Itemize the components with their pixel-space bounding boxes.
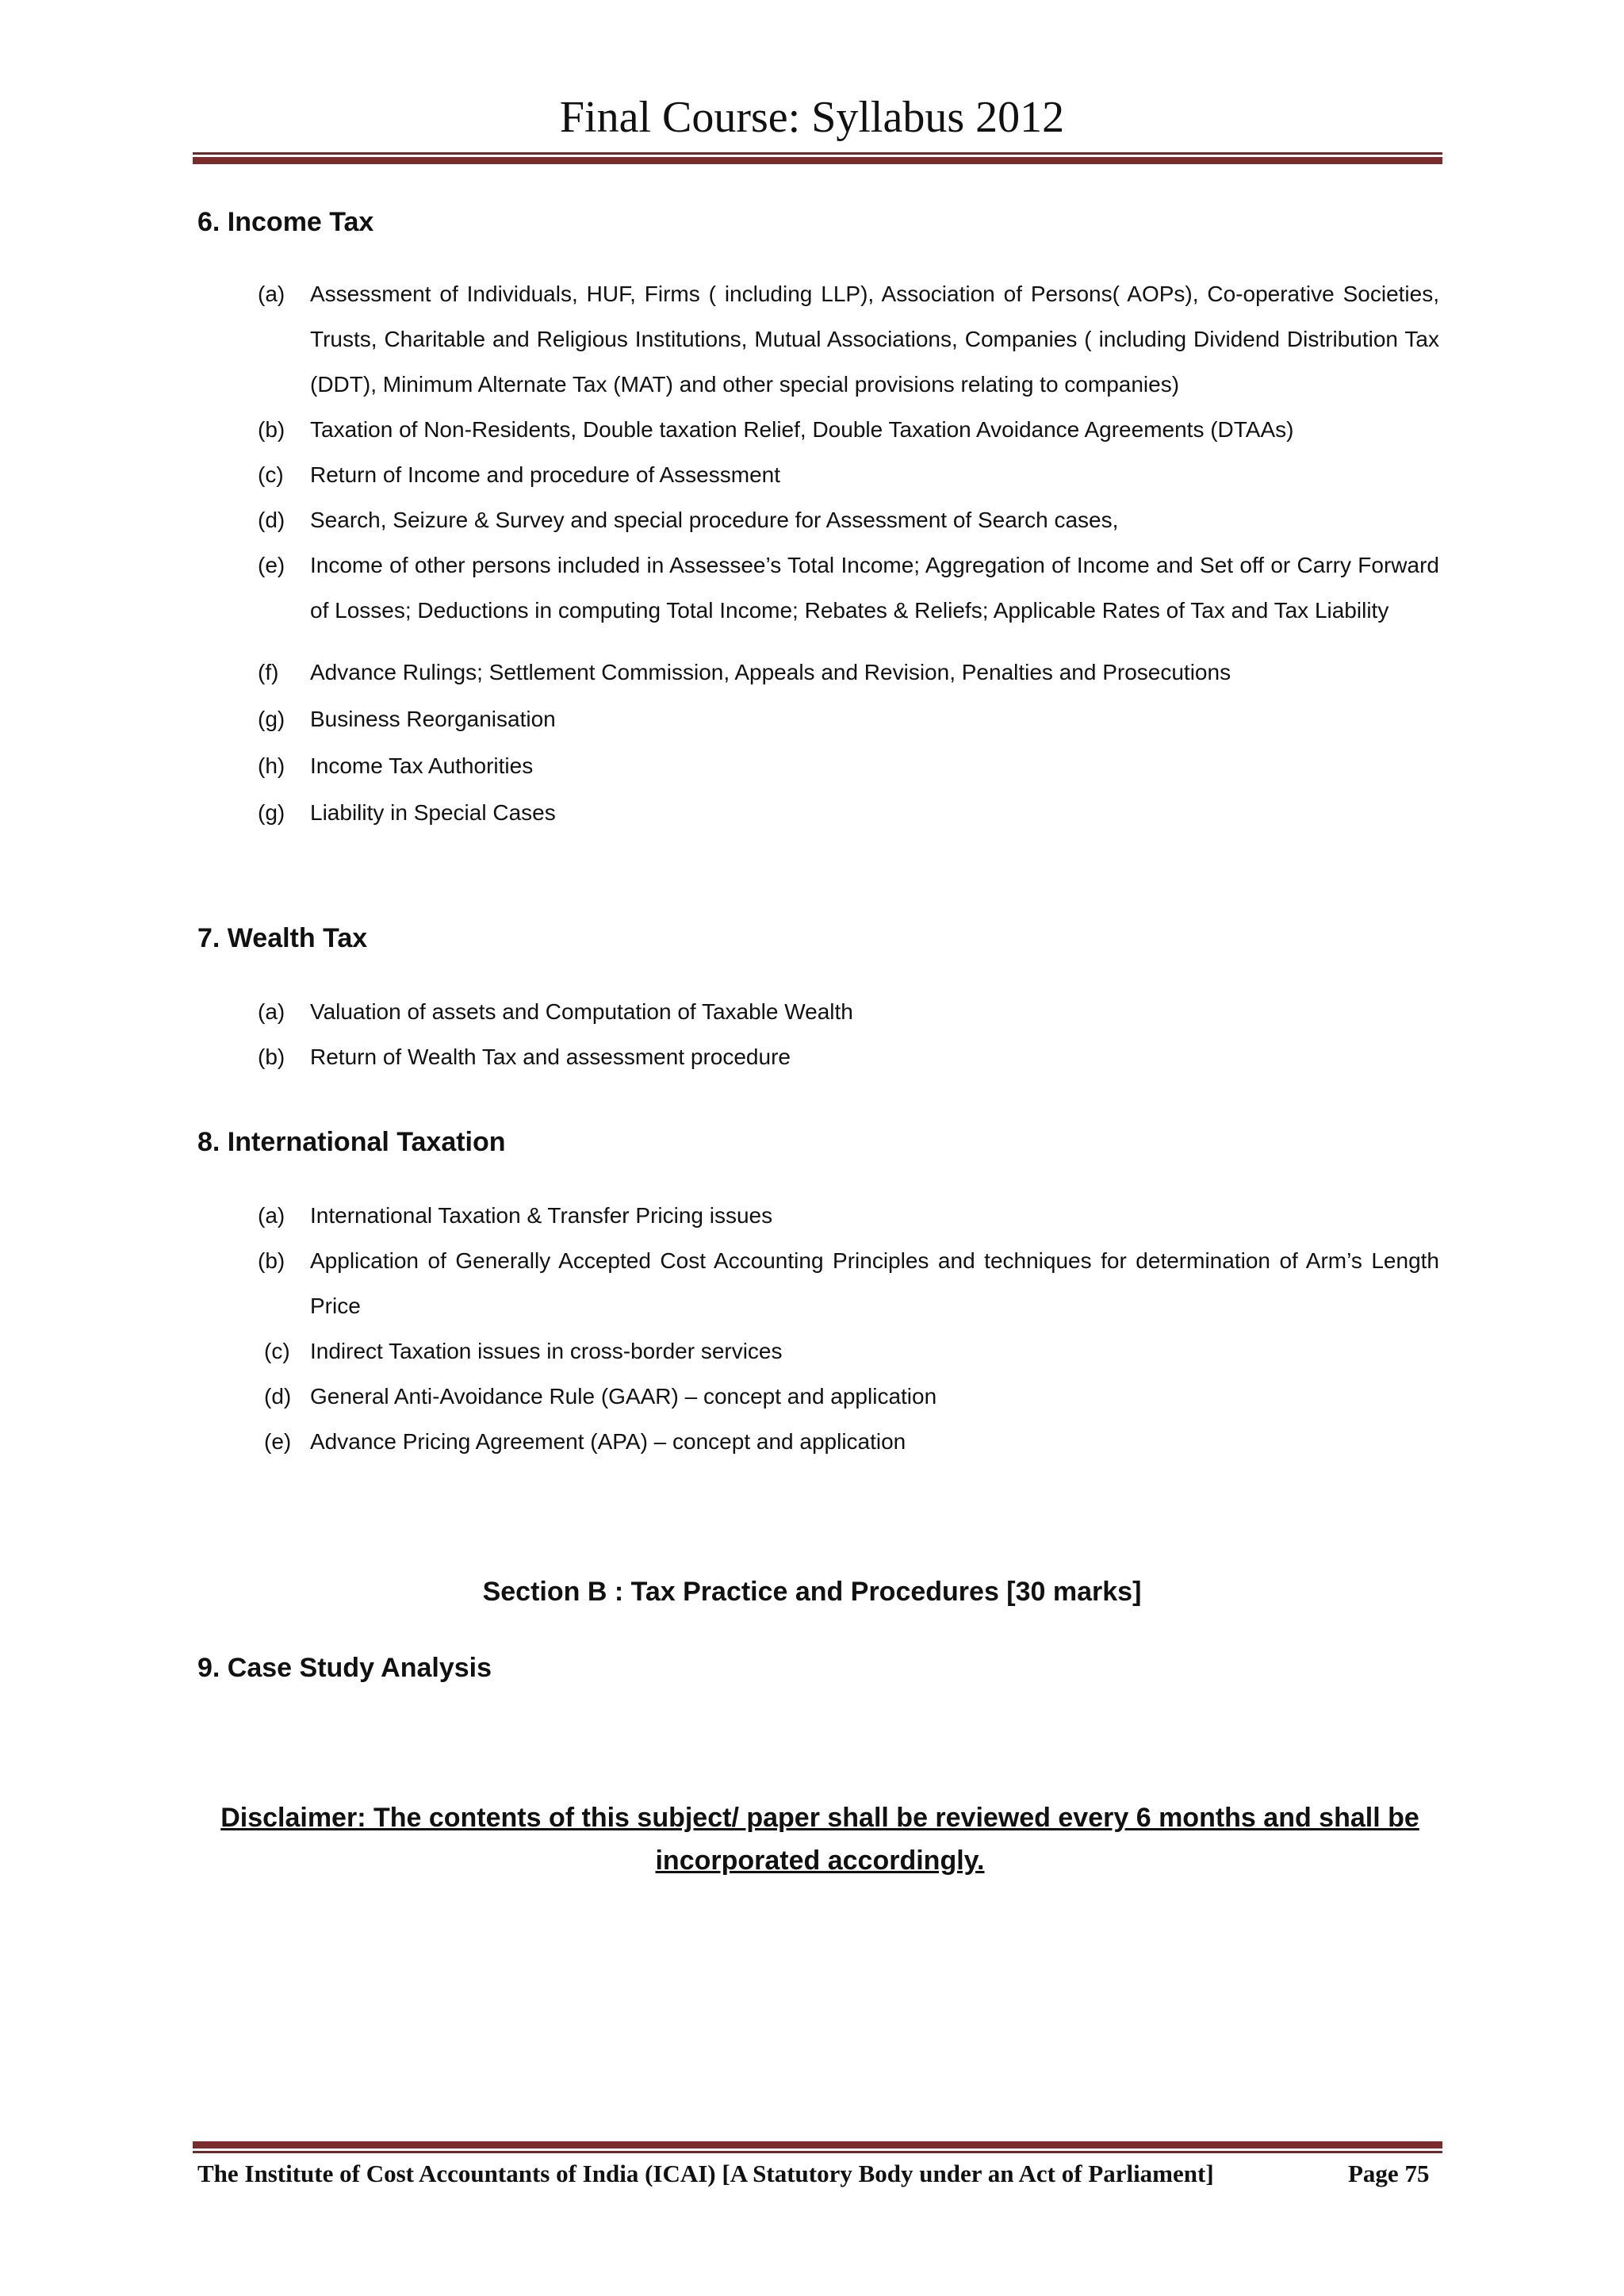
list-marker: (b) — [258, 1045, 285, 1069]
list-item-text: Application of Generally Accepted Cost Accounting Principles and techniques for determination of Arm’s Length Price — [310, 1248, 1439, 1318]
header-rule — [193, 152, 1442, 164]
list-item — [258, 742, 1439, 789]
list-item-text: Indirect Taxation issues in cross-border services — [310, 1339, 783, 1363]
list-item-text: General Anti-Avoidance Rule (GAAR) – concept and application — [310, 1384, 937, 1409]
list-item — [258, 497, 1439, 542]
list-item-text: Liability in Special Cases — [310, 800, 556, 825]
section-b-heading: Section B : Tax Practice and Procedures [30 marks] — [482, 1577, 1142, 1607]
list-item — [258, 452, 1439, 497]
list-item — [258, 696, 1439, 742]
list-marker: (e) — [258, 553, 285, 577]
footer-page-number: Page 75 — [1348, 2160, 1430, 2187]
list-marker: (d) — [264, 1384, 292, 1409]
list-marker: (g) — [258, 707, 285, 731]
list-marker: (a) — [258, 999, 285, 1024]
list-item-text: Assessment of Individuals, HUF, Firms ( including LLP), Association of Persons( AOPs), Co-operative Societies, Trusts, Charitable and Religious Institutions, Mutual Associations, Companies ( including Dividend Distribution Tax (DDT), Minimum Alternate Tax (MAT) and other special provisions relating to companies) — [310, 282, 1439, 397]
list-marker: (d) — [258, 508, 285, 532]
list-item — [258, 789, 1439, 836]
list-item-text: Return of Income and procedure of Assessment — [310, 462, 780, 487]
list-marker: (g) — [258, 800, 285, 825]
list-marker: (c) — [258, 462, 284, 487]
list-item — [258, 1193, 1439, 1238]
disclaimer-line-1: Disclaimer: The contents of this subject/ paper shall be reviewed every 6 months and shall be — [220, 1803, 1419, 1833]
list-item-text: Taxation of Non-Residents, Double taxation Relief, Double Taxation Avoidance Agreements (DTAAs) — [310, 417, 1294, 442]
list-item — [258, 1419, 1439, 1464]
list-item — [258, 407, 1439, 452]
list-marker: (f) — [258, 660, 279, 684]
list-item — [258, 649, 1439, 696]
list-item — [258, 271, 1439, 407]
list-item-text: Return of Wealth Tax and assessment procedure — [310, 1045, 791, 1069]
wealth-tax-list — [258, 989, 1439, 1079]
list-marker: (e) — [264, 1429, 292, 1454]
list-item — [258, 1374, 1439, 1419]
list-item-text: Valuation of assets and Computation of Taxable Wealth — [310, 999, 853, 1024]
international-taxation-list — [258, 1193, 1439, 1464]
disclaimer — [197, 1796, 1442, 1882]
list-marker: (a) — [258, 282, 285, 306]
section-heading-income-tax: 6. Income Tax — [197, 207, 374, 237]
list-item-text: Advance Pricing Agreement (APA) – concept and application — [310, 1429, 906, 1454]
list-item — [258, 1238, 1439, 1328]
list-item-text: Business Reorganisation — [310, 707, 556, 731]
section-heading-case-study: 9. Case Study Analysis — [197, 1653, 492, 1683]
list-marker: (c) — [264, 1339, 290, 1363]
list-item-text: Search, Seizure & Survey and special procedure for Assessment of Search cases, — [310, 508, 1119, 532]
footer-rule — [193, 2141, 1442, 2153]
list-item-text: International Taxation & Transfer Pricing issues — [310, 1203, 773, 1228]
list-marker: (h) — [258, 753, 285, 778]
list-item-text: Income of other persons included in Assessee’s Total Income; Aggregation of Income and Set off or Carry Forward of Losses; Deductions in computing Total Income; Rebates & Reliefs; Applicable Rates of Tax and Tax Liability — [310, 553, 1439, 623]
list-item — [258, 989, 1439, 1034]
list-item-text: Income Tax Authorities — [310, 753, 534, 778]
disclaimer-line-2: incorporated accordingly. — [655, 1846, 985, 1876]
list-item — [258, 1328, 1439, 1374]
footer-institute: The Institute of Cost Accountants of India (ICAI) [A Statutory Body under an Act of Parliament] — [197, 2160, 1214, 2187]
section-heading-international-taxation: 8. International Taxation — [197, 1127, 506, 1157]
section-heading-wealth-tax: 7. Wealth Tax — [197, 923, 368, 953]
list-marker: (a) — [258, 1203, 285, 1228]
income-tax-list — [258, 271, 1439, 836]
list-item-text: Advance Rulings; Settlement Commission, Appeals and Revision, Penalties and Prosecutions — [310, 660, 1231, 684]
list-item — [258, 1034, 1439, 1079]
list-marker: (b) — [258, 417, 285, 442]
list-marker: (b) — [258, 1248, 285, 1273]
page-header-title: Final Course: Syllabus 2012 — [559, 93, 1065, 142]
list-item — [258, 542, 1439, 633]
